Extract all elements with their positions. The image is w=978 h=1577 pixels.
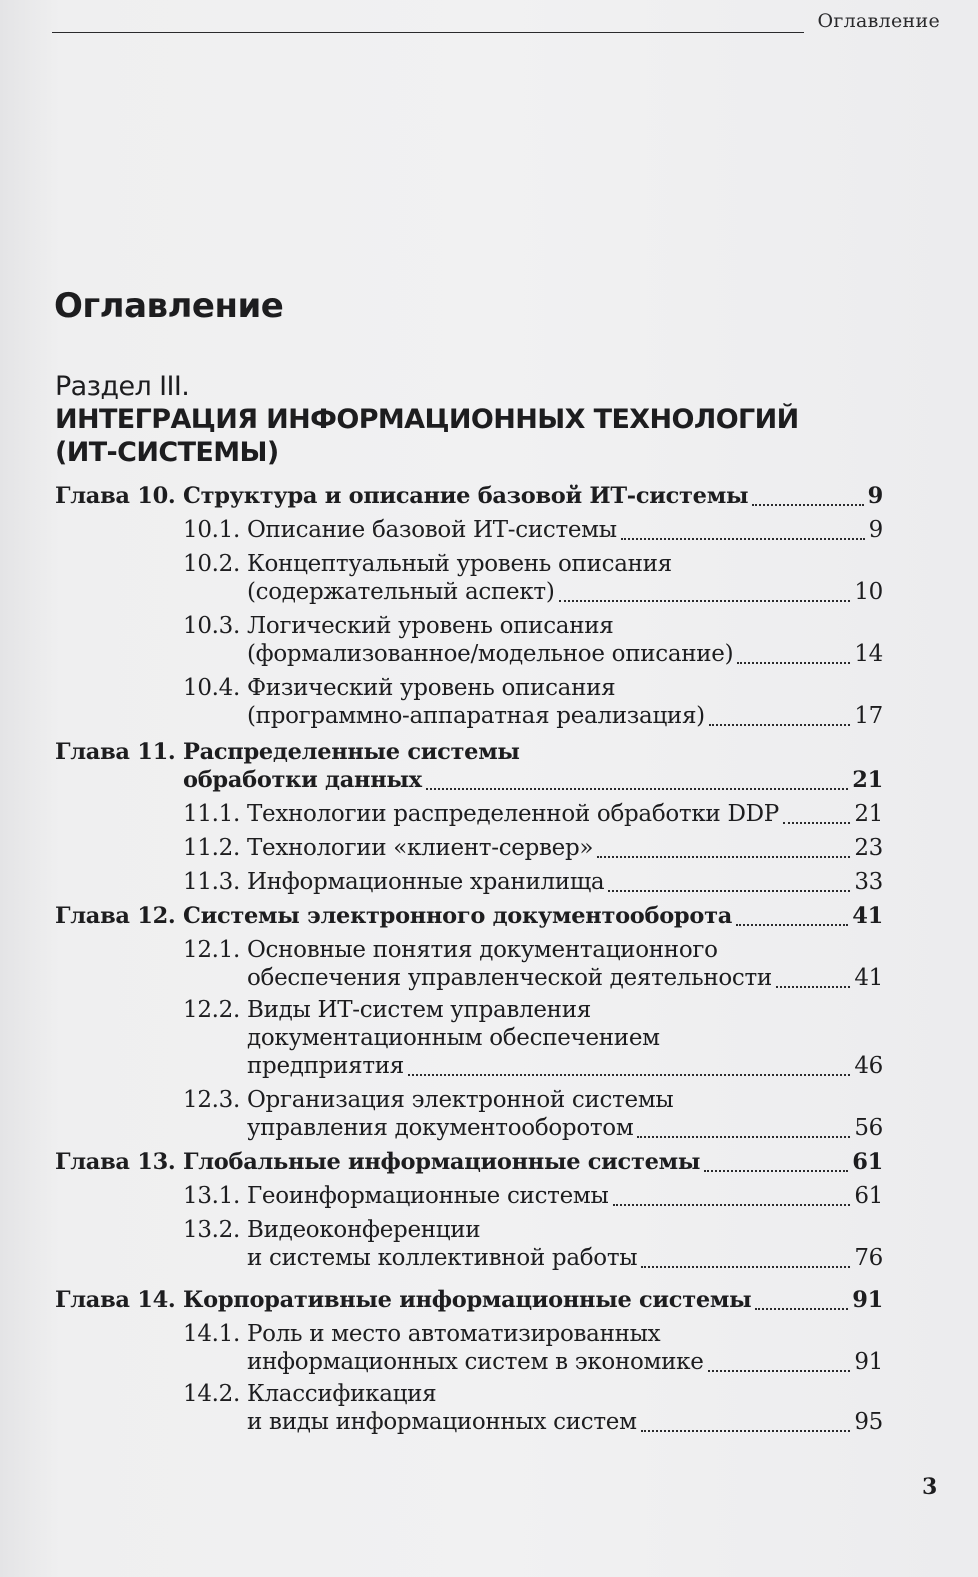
- toc-chapter-14[interactable]: [55, 1286, 883, 1314]
- toc-section-14-1[interactable]: [183, 1320, 660, 1348]
- page-ref: 76: [854, 1245, 883, 1271]
- section-label: Раздел III.: [55, 371, 190, 402]
- chapter-number: Глава 11.: [55, 739, 176, 765]
- section-number: 13.1.: [183, 1183, 241, 1209]
- leader-dots: [621, 537, 865, 540]
- section-title-line2: (содержательный аспект): [247, 579, 555, 605]
- chapter-title-line2: обработки данных: [183, 767, 422, 793]
- toc-section-13-2-end[interactable]: [55, 1244, 883, 1272]
- leader-dots: [597, 855, 850, 858]
- leader-dots: [641, 1429, 851, 1432]
- leader-dots: [559, 599, 851, 602]
- leader-dots: [755, 1307, 848, 1310]
- leader-dots: [776, 985, 850, 988]
- section-number: 13.2.: [183, 1217, 241, 1243]
- page-ref: 56: [854, 1115, 883, 1141]
- section-title-line2: управления документооборотом: [247, 1115, 634, 1141]
- section-number: 14.1.: [183, 1321, 241, 1347]
- chapter-number: Глава 10.: [55, 483, 176, 509]
- section-title-line2: (формализованное/модельное описание): [247, 641, 734, 667]
- toc-section-13-1[interactable]: [55, 1182, 883, 1210]
- leader-dots: [641, 1265, 850, 1268]
- section-number: 12.1.: [183, 937, 241, 963]
- section-title-line1: Видеоконференции: [247, 1217, 481, 1243]
- leader-dots: [613, 1203, 851, 1206]
- toc-chapter-10[interactable]: [55, 482, 883, 510]
- page-ref: 10: [854, 579, 883, 605]
- page-ref: 33: [854, 869, 883, 895]
- chapter-title: Глобальные информационные системы: [183, 1149, 701, 1175]
- section-number: 12.2.: [183, 997, 241, 1023]
- section-number: 10.3.: [183, 613, 241, 639]
- toc-chapter-11[interactable]: [55, 738, 520, 766]
- running-head-title: Оглавление: [817, 10, 940, 32]
- section-title-line1: Логический уровень описания: [247, 613, 614, 639]
- section-title-line2: документационным обеспечением: [247, 1025, 660, 1051]
- leader-dots: [704, 1169, 848, 1172]
- toc-section-14-1-end[interactable]: [55, 1348, 883, 1376]
- section-title-line1: Концептуальный уровень описания: [247, 551, 672, 577]
- section-number: 11.1.: [183, 801, 241, 827]
- page-ref: 14: [854, 641, 883, 667]
- page-ref: 41: [852, 903, 883, 929]
- header-rule: [52, 32, 804, 33]
- section-title-line3: предприятия: [247, 1053, 404, 1079]
- chapter-number: Глава 14.: [55, 1287, 176, 1313]
- section-number: 12.3.: [183, 1087, 241, 1113]
- leader-dots: [736, 923, 848, 926]
- section-number: 11.2.: [183, 835, 241, 861]
- section-title-line2: обеспечения управленческой деятельности: [247, 965, 772, 991]
- toc-section-14-2[interactable]: [183, 1380, 436, 1408]
- toc-section-12-2[interactable]: [183, 996, 591, 1024]
- section-title: Технологии «клиент-сервер»: [247, 835, 594, 861]
- leader-dots: [408, 1073, 850, 1076]
- chapter-title-line1: Распределенные системы: [183, 739, 520, 765]
- toc-chapter-13[interactable]: [55, 1148, 883, 1176]
- page-ref: 9: [867, 483, 883, 509]
- page-ref: 41: [854, 965, 883, 991]
- section-title-line1: ИНТЕГРАЦИЯ ИНФОРМАЦИОННЫХ ТЕХНОЛОГИЙ: [55, 404, 799, 435]
- chapter-title: Системы электронного документооборота: [183, 903, 732, 929]
- page-ref: 95: [854, 1409, 883, 1435]
- page-ref: 46: [854, 1053, 883, 1079]
- section-number: 10.2.: [183, 551, 241, 577]
- section-title-line1: Классификация: [247, 1381, 437, 1407]
- leader-dots: [737, 661, 850, 664]
- toc-section-10-2-end[interactable]: [55, 578, 883, 606]
- leader-dots: [752, 503, 863, 506]
- section-title-line1: Организация электронной системы: [247, 1087, 674, 1113]
- toc-section-13-2[interactable]: [183, 1216, 480, 1244]
- toc-section-11-1[interactable]: [55, 800, 883, 828]
- page-ref: 23: [854, 835, 883, 861]
- page-ref: 91: [852, 1287, 883, 1313]
- page-ref: 61: [852, 1149, 883, 1175]
- toc-section-10-3[interactable]: [183, 612, 613, 640]
- chapter-title: Корпоративные информационные системы: [183, 1287, 752, 1313]
- page-number: 3: [922, 1474, 938, 1500]
- page-ref: 17: [854, 703, 883, 729]
- page-ref: 61: [854, 1183, 883, 1209]
- page-title: Оглавление: [54, 286, 284, 326]
- section-title-line1: Основные понятия документационного: [247, 937, 718, 963]
- section-title-line1: Виды ИТ-систем управления: [247, 997, 591, 1023]
- leader-dots: [708, 1369, 851, 1372]
- section-title-line2: и системы коллективной работы: [247, 1245, 638, 1271]
- section-title-line1: Роль и место автоматизированных: [247, 1321, 661, 1347]
- chapter-number: Глава 12.: [55, 903, 176, 929]
- toc-chapter-11-end[interactable]: [55, 766, 883, 794]
- page-ref: 21: [852, 767, 883, 793]
- leader-dots: [608, 889, 850, 892]
- section-title-line2: и виды информационных систем: [247, 1409, 637, 1435]
- page-ref: 91: [854, 1349, 883, 1375]
- section-number: 10.4.: [183, 675, 241, 701]
- toc-section-12-1[interactable]: [183, 936, 718, 964]
- section-title: Информационные хранилища: [247, 869, 605, 895]
- toc-section-12-2-end[interactable]: [55, 1052, 883, 1080]
- page-ref: 9: [868, 517, 883, 543]
- toc-section-10-4-end[interactable]: [55, 702, 883, 730]
- toc-section-10-2[interactable]: [183, 550, 672, 578]
- toc-section-12-1-end[interactable]: [55, 964, 883, 992]
- section-title: Описание базовой ИТ-системы: [247, 517, 617, 543]
- section-heading: [55, 370, 915, 469]
- chapter-number: Глава 13.: [55, 1149, 176, 1175]
- page-ref: 21: [854, 801, 883, 827]
- section-title-line2: (ИТ-СИСТЕМЫ): [55, 437, 279, 468]
- leader-dots: [709, 723, 850, 726]
- toc-chapter-12[interactable]: [55, 902, 883, 930]
- toc-section-10-4[interactable]: [183, 674, 615, 702]
- toc-section-12-3[interactable]: [183, 1086, 673, 1114]
- toc-section-12-3-end[interactable]: [55, 1114, 883, 1142]
- leader-dots: [783, 821, 850, 824]
- toc-section-10-3-end[interactable]: [55, 640, 883, 668]
- running-head: [52, 8, 940, 38]
- toc-section-14-2-end[interactable]: [55, 1408, 883, 1436]
- toc-section-12-2-line2[interactable]: [247, 1024, 660, 1052]
- section-title-line2: (программно-аппаратная реализация): [247, 703, 705, 729]
- section-title-line2: информационных систем в экономике: [247, 1349, 704, 1375]
- toc-section-11-3[interactable]: [55, 868, 883, 896]
- leader-dots: [637, 1135, 850, 1138]
- leader-dots: [426, 787, 849, 790]
- section-number: 11.3.: [183, 869, 241, 895]
- toc-section-10-1[interactable]: [55, 516, 883, 544]
- toc-section-11-2[interactable]: [55, 834, 883, 862]
- chapter-title: Структура и описание базовой ИТ-системы: [183, 483, 749, 509]
- section-number: 14.2.: [183, 1381, 241, 1407]
- section-number: 10.1.: [183, 517, 241, 543]
- section-title: Технологии распределенной обработки DDP: [247, 801, 779, 827]
- section-title-line1: Физический уровень описания: [247, 675, 616, 701]
- section-title: Геоинформационные системы: [247, 1183, 609, 1209]
